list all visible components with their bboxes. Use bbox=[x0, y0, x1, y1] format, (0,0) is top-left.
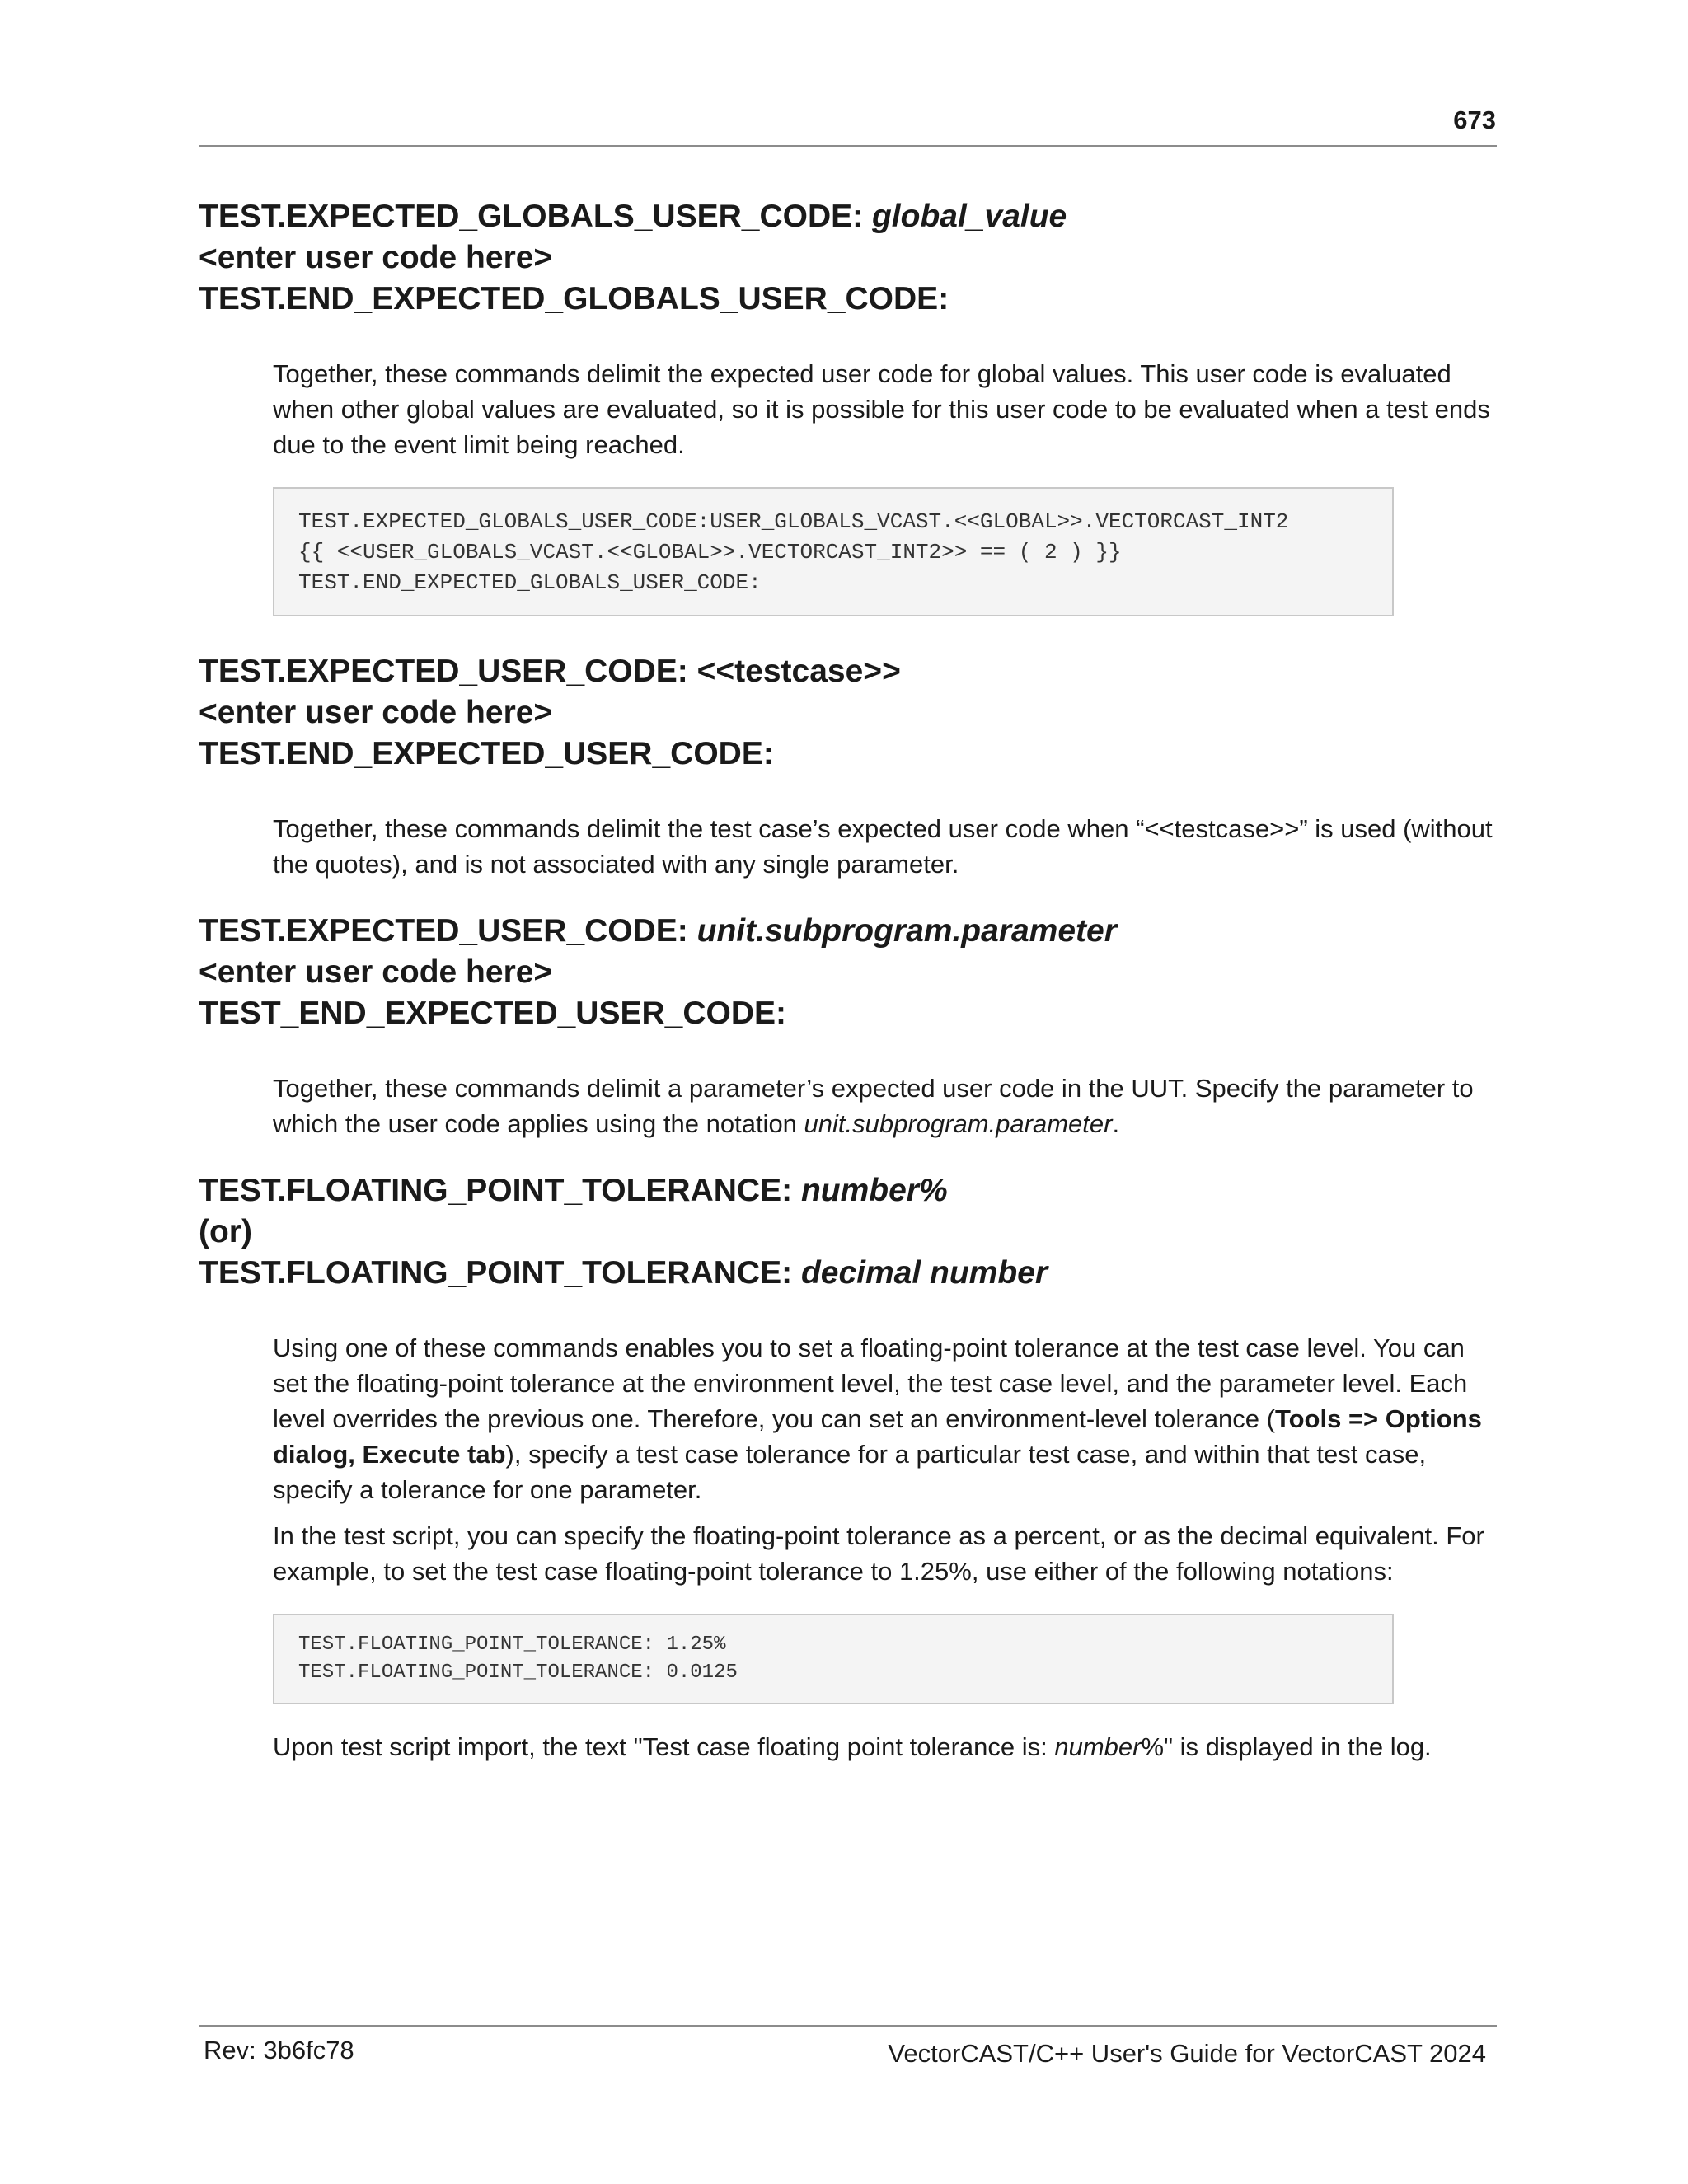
section-heading-expected-user-code-parameter bbox=[199, 911, 1501, 1034]
heading-end-command: TEST.END_EXPECTED_GLOBALS_USER_CODE: bbox=[199, 281, 950, 316]
paragraph: Together, these commands delimit the test case’s expected user code when “<<testcase>>” is used (without the quotes), and is not associated with any single parameter. bbox=[273, 814, 1493, 879]
heading-command: TEST.FLOATING_POINT_TOLERANCE: bbox=[199, 1173, 801, 1208]
section-body bbox=[273, 1729, 1501, 1765]
paragraph bbox=[273, 1330, 1501, 1507]
heading-command: TEST.EXPECTED_GLOBALS_USER_CODE: bbox=[199, 199, 872, 234]
section-heading-expected-user-code-testcase bbox=[199, 651, 1501, 775]
code-line: {{ <<USER_GLOBALS_VCAST.<<GLOBAL>>.VECTORCAST_INT2>> == ( 2 ) }} bbox=[298, 540, 1122, 565]
paragraph-text: ), specify a test case tolerance for a particular test case, and within that test case, specify a tolerance for one parameter. bbox=[273, 1440, 1427, 1504]
section-body bbox=[273, 356, 1501, 462]
paragraph: Together, these commands delimit the expected user code for global values. This user code is evaluated when other global values are evaluated, so it is possible for this user code to be evaluated when a test ends due to the event limit being reached. bbox=[273, 359, 1490, 459]
notation-italic: unit.subprogram.parameter bbox=[804, 1109, 1113, 1138]
section-body bbox=[273, 1071, 1501, 1141]
code-line: TEST.END_EXPECTED_GLOBALS_USER_CODE: bbox=[298, 570, 762, 595]
heading-argument: number% bbox=[800, 1173, 948, 1208]
paragraph-text: %" is displayed in the log. bbox=[1141, 1732, 1432, 1761]
paragraph-text: Using one of these commands enables you to set a floating-point tolerance at the test case level. You can set the floating-point tolerance at the environment level, the test case level, and the parameter level. Each level overrides the previous one. Therefore, you can set an environment-level tolerance ( bbox=[273, 1333, 1468, 1433]
menu-path-bold: Tools => Options dialog, Execute tab bbox=[273, 1404, 1482, 1469]
section-body bbox=[273, 811, 1501, 882]
heading-placeholder: <enter user code here> bbox=[199, 240, 553, 275]
footer-revision: Rev: 3b6fc78 bbox=[204, 2036, 354, 2064]
section-heading-expected-globals bbox=[199, 196, 1501, 320]
heading-or: (or) bbox=[199, 1214, 252, 1249]
paragraph bbox=[273, 1729, 1501, 1765]
placeholder-italic: number bbox=[1054, 1732, 1142, 1761]
section-body bbox=[273, 1330, 1501, 1589]
page-number: 673 bbox=[1453, 105, 1496, 134]
code-block bbox=[273, 487, 1394, 616]
paragraph-text: Upon test script import, the text "Test case floating point tolerance is: bbox=[273, 1732, 1055, 1761]
footer-divider bbox=[199, 2025, 1497, 2027]
heading-argument: decimal number bbox=[800, 1255, 1048, 1291]
header-divider bbox=[199, 145, 1497, 147]
paragraph bbox=[273, 1071, 1501, 1141]
paragraph-text: Together, these commands delimit a parameter’s expected user code in the UUT. Specify the parameter to which the user code applies using the notation bbox=[273, 1074, 1474, 1138]
footer-guide-title: VectorCAST/C++ User's Guide for VectorCAST 2024 bbox=[888, 2039, 1486, 2068]
section-heading-floating-point-tolerance bbox=[199, 1170, 1501, 1294]
heading-command: TEST.EXPECTED_USER_CODE: <<testcase>> bbox=[199, 654, 901, 689]
heading-placeholder: <enter user code here> bbox=[199, 695, 553, 730]
heading-command: TEST.FLOATING_POINT_TOLERANCE: bbox=[199, 1255, 801, 1291]
heading-end-command: TEST_END_EXPECTED_USER_CODE: bbox=[199, 996, 787, 1031]
heading-command: TEST.EXPECTED_USER_CODE: bbox=[199, 913, 697, 949]
heading-argument: unit.subprogram.parameter bbox=[696, 913, 1117, 949]
heading-end-command: TEST.END_EXPECTED_USER_CODE: bbox=[199, 736, 774, 771]
code-block bbox=[273, 1614, 1394, 1704]
code-line: TEST.EXPECTED_GLOBALS_USER_CODE:USER_GLOBALS_VCAST.<<GLOBAL>>.VECTORCAST_INT2 bbox=[298, 509, 1289, 534]
heading-argument: global_value bbox=[871, 199, 1067, 234]
paragraph-text: . bbox=[1112, 1109, 1120, 1138]
page-content bbox=[199, 196, 1501, 1765]
code-line: TEST.FLOATING_POINT_TOLERANCE: 0.0125 bbox=[298, 1661, 738, 1684]
code-line: TEST.FLOATING_POINT_TOLERANCE: 1.25% bbox=[298, 1633, 726, 1656]
heading-placeholder: <enter user code here> bbox=[199, 954, 553, 990]
paragraph: In the test script, you can specify the floating-point tolerance as a percent, or as the decimal equivalent. For example, to set the test case floating-point tolerance to 1.25%, use either of the following notations: bbox=[273, 1521, 1484, 1586]
